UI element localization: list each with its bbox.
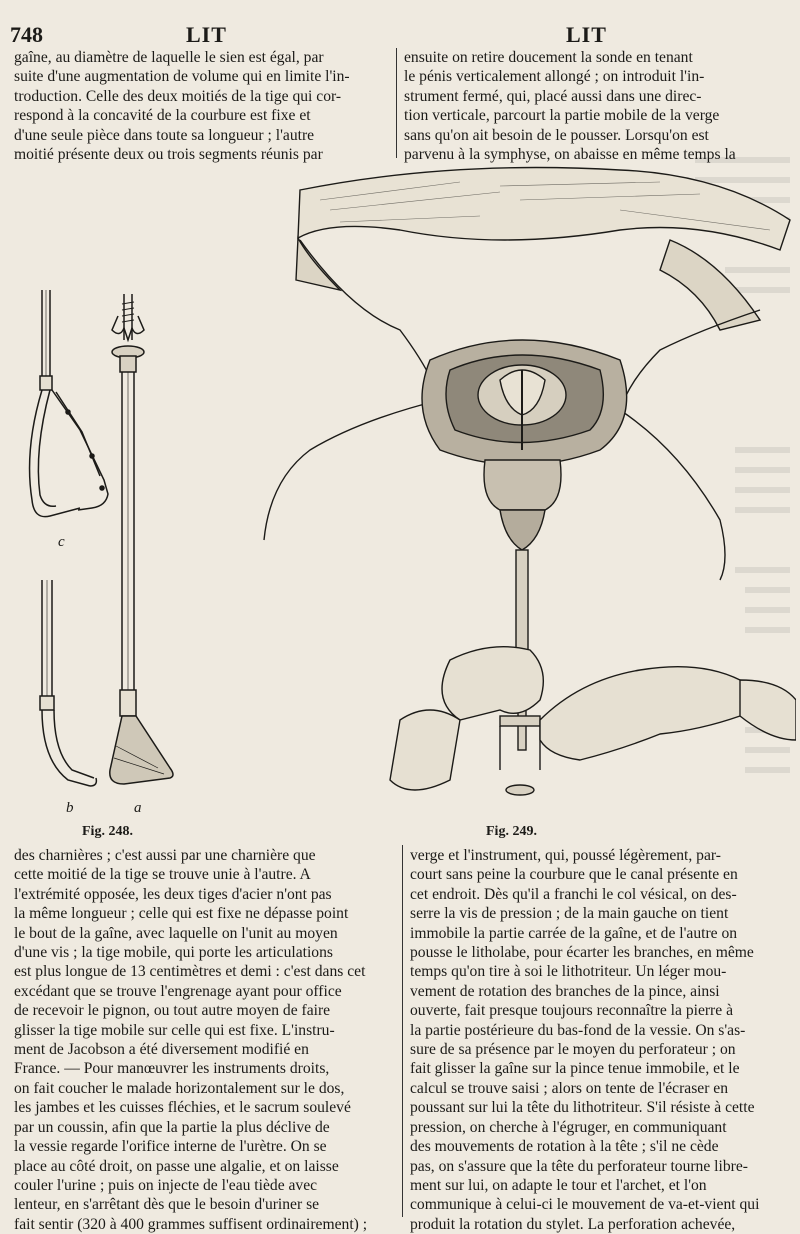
text-line: cet endroit. Dès qu'il a franchi le col vésical, on des- [410,885,737,903]
figure-249-caption: Fig. 249. [486,824,537,839]
text-line: tion verticale, parcourt la partie mobile de la verge [404,107,720,125]
text-line: lenteur, en s'arrêtant dès que le besoin d'uriner se [14,1196,320,1214]
text-line: ment sur lui, on adapte le tour et l'archet, et l'on [410,1176,707,1194]
text-line: le bout de la gaîne, avec laquelle on l'unit au moyen [14,924,338,942]
text-line: moitié présente deux ou trois segments réunis par [14,146,323,164]
text-line: immobile la partie carrée de la gaîne, et de l'autre on [410,924,738,942]
text-line: fait sentir (320 à 400 grammes suffisent ordinairement) ; [14,1215,368,1233]
text-line: strument fermé, qui, placé aussi dans une direc- [404,87,702,105]
text-line: communique à celui-ci le mouvement de va-et-vient qui [410,1196,760,1214]
text-line: vement de rotation des branches de la pince, ainsi [410,982,720,1000]
text-line: gaîne, au diamètre de laquelle le sien est égal, par [14,49,324,66]
text-line: serre la vis de pression ; de la main gauche on tient [410,905,729,923]
column-rule-bottom [402,845,403,1217]
text-line: produit la rotation du stylet. La perforation achevée, [410,1215,736,1233]
bottom-left-paragraph [14,846,394,1234]
instrument-b-illustration [40,580,96,786]
text-line: fait glisser la gaîne sur la pince tenue immobile, et le [410,1060,740,1078]
surgical-drape [296,168,790,331]
text-line: ensuite on retire doucement la sonde en tenant [404,49,693,66]
pelvic-section [422,340,627,465]
figure-label-b: b [66,800,74,816]
text-line: cette moitié de la tige se trouve unie à l'autre. A [14,866,311,884]
text-line: poussant sur lui la tête du lithotriteur. S'il résiste à cette [410,1099,755,1117]
text-line: temps qu'on tire à soi le lithotriteur. Un léger mou- [410,963,727,981]
instrument-a-illustration [110,294,173,784]
text-line: les jambes et les cuisses fléchies, et le sacrum soulevé [14,1099,351,1117]
text-line: excédant que se trouve l'engrenage ayant pour office [14,982,342,1000]
surgeon-right-hand [540,667,796,760]
text-line: de recevoir le pignon, ou tout autre moyen de faire [14,1002,331,1020]
text-line: est plus longue de 13 centimètres et demi : c'est dans cet [14,963,366,981]
figure-248-instruments [20,280,190,820]
text-line: l'extrémité opposée, les deux tiges d'acier n'ont pas [14,885,332,903]
text-line: ouverte, fait presque toujours reconnaître la pierre à [410,1002,733,1020]
column-rule-top [396,48,397,158]
text-line: parvenu à la symphyse, on abaisse en même temps la [404,146,736,164]
text-line: on fait coucher le malade horizontalement sur le dos, [14,1079,345,1097]
text-line: sure de sa présence par le moyen du perforateur ; on [410,1041,736,1059]
text-line: sans qu'on ait besoin de le pousser. Lorsqu'on est [404,126,709,144]
text-line: calcul se trouve saisi ; alors on tente de l'écraser en [410,1079,729,1097]
text-line: respond à la concavité de la courbure est fixe et [14,107,311,125]
text-line: couler l'urine ; puis on injecte de l'eau tiède avec [14,1176,318,1194]
top-right-paragraph [404,48,782,164]
text-line: la même longueur ; celle qui est fixe ne dépasse point [14,905,349,923]
text-line: troduction. Celle des deux moitiés de la tige qui cor- [14,87,342,105]
text-line: pas, on s'assure que la tête du perforateur tourne libre- [410,1157,748,1175]
text-line: pression, on cherche à l'égruger, en communiquant [410,1118,727,1136]
text-line: d'une vis ; la tige mobile, qui porte les articulations [14,944,333,962]
text-line: court sans peine la courbure que le canal présente en [410,866,738,884]
running-head-left: LIT [186,22,227,47]
bottom-right-paragraph [410,846,784,1234]
top-left-paragraph [14,48,388,164]
figure-label-c: c [58,534,65,550]
text-line: place au côté droit, on passe une algalie, et on laisse [14,1157,339,1175]
text-line: la partie postérieure du bas-fond de la vessie. On s'as- [410,1021,746,1039]
figure-249-illustration [200,160,796,820]
page-number: 748 [10,22,43,47]
text-line: verge et l'instrument, qui, poussé légèrement, par- [410,847,721,864]
instrument-c-illustration [30,290,108,517]
text-line: par un coussin, afin que la partie la plus déclive de [14,1118,330,1136]
text-line: ment de Jacobson a été diversement modifié en [14,1041,309,1059]
text-line: pousse le litholabe, pour écarter les branches, en même [410,944,754,962]
text-line: d'une seule pièce dans toute sa longueur ; l'autre [14,126,315,144]
running-head-right: LIT [566,22,607,47]
text-line: suite d'une augmentation de volume qui en limite l'in- [14,68,350,86]
text-line: le pénis verticalement allongé ; on introduit l'in- [404,68,705,86]
text-line: des charnières ; c'est aussi par une charnière que [14,847,316,864]
text-line: glisser la tige mobile sur celle qui est fixe. L'instru- [14,1021,335,1039]
text-line: France. — Pour manœuvrer les instruments droits, [14,1060,330,1078]
text-line: la vessie regarde l'orifice interne de l'urètre. On se [14,1138,327,1156]
anatomy-genitals [484,460,561,550]
figure-label-a: a [134,800,142,816]
text-line: des mouvements de rotation à la tête ; s'il ne cède [410,1138,719,1156]
figure-248-caption: Fig. 248. [82,824,133,839]
